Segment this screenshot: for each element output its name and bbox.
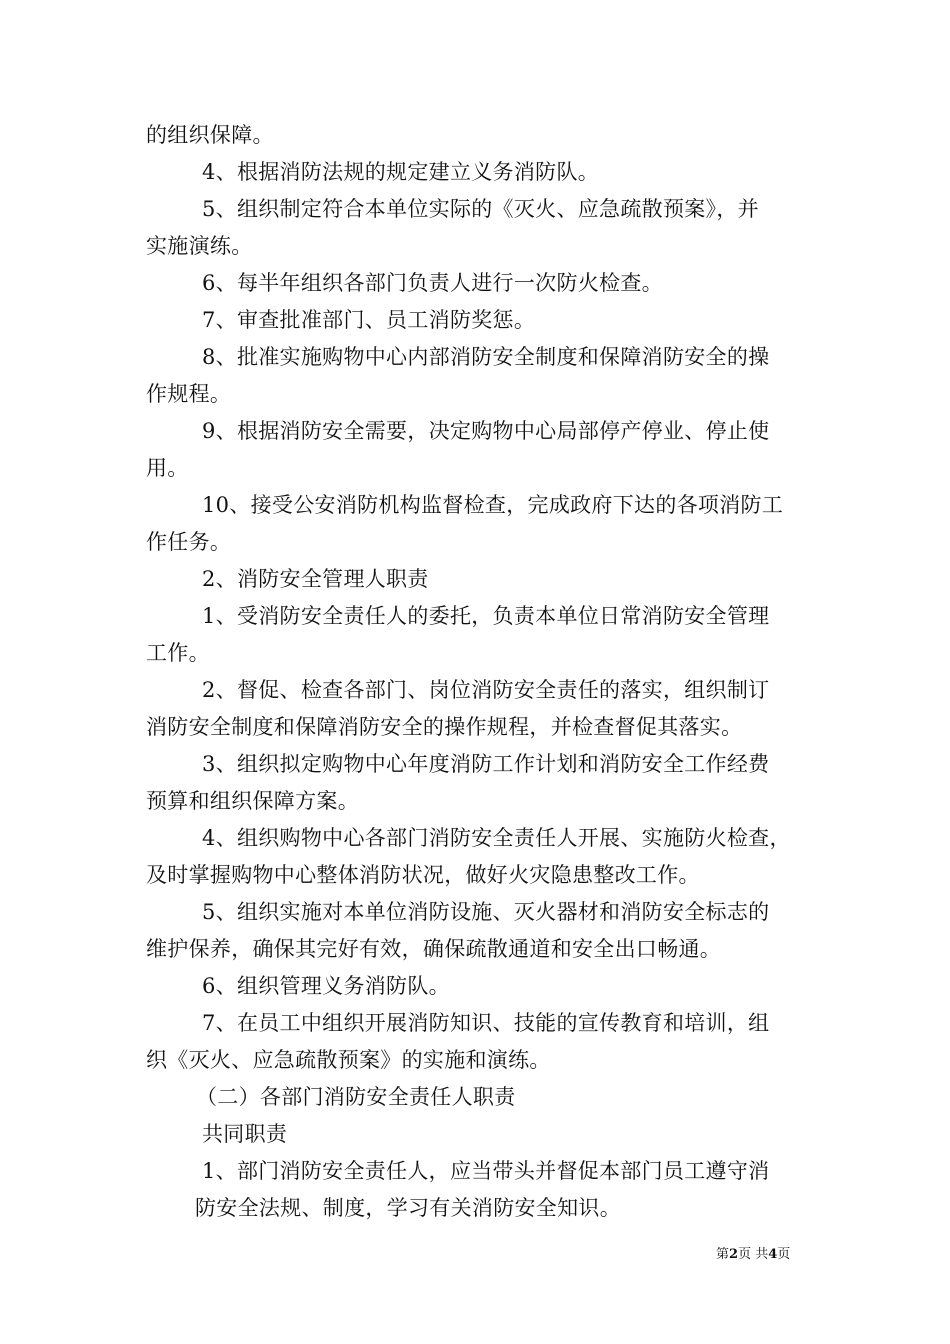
text-line: 作任务。 bbox=[146, 530, 232, 554]
text-line: 用。 bbox=[146, 456, 189, 480]
footer-suffix: 页 bbox=[777, 1247, 791, 1262]
text-line: 预算和组织保障方案。 bbox=[146, 789, 359, 813]
footer-prefix: 第 bbox=[716, 1247, 730, 1262]
text-line: 5、组织制定符合本单位实际的《灭火、应急疏散预案》，并 bbox=[202, 197, 759, 221]
text-line: 2、督促、检查各部门、岗位消防安全责任的落实，组织制订 bbox=[202, 678, 770, 702]
text-line: 7、在员工中组织开展消防知识、技能的宣传教育和培训，组 bbox=[202, 1011, 770, 1035]
text-line: 8、批准实施购物中心内部消防安全制度和保障消防安全的操 bbox=[202, 345, 770, 369]
section-heading: 2、消防安全管理人职责 bbox=[202, 567, 429, 591]
text-line: 织《灭火、应急疏散预案》的实施和演练。 bbox=[146, 1048, 551, 1072]
text-line: 10、接受公安消防机构监督检查，完成政府下达的各项消防工 bbox=[202, 493, 784, 517]
current-page-number: 2 bbox=[729, 1247, 739, 1262]
footer-middle: 页 共 bbox=[738, 1247, 769, 1262]
total-page-count: 4 bbox=[768, 1247, 778, 1262]
section-heading: （二）各部门消防安全责任人职责 bbox=[196, 1085, 516, 1109]
text-line: 7、审查批准部门、员工消防奖惩。 bbox=[202, 308, 536, 332]
text-line: 3、组织拟定购物中心年度消防工作计划和消防安全工作经费 bbox=[202, 752, 770, 776]
text-line: 工作。 bbox=[146, 641, 210, 665]
document-body bbox=[146, 117, 826, 1227]
text-line: 实施演练。 bbox=[146, 234, 253, 258]
text-line: 4、根据消防法规的规定建立义务消防队。 bbox=[202, 160, 600, 184]
page-footer bbox=[716, 1247, 790, 1263]
text-line: 作规程。 bbox=[146, 382, 232, 406]
text-line: 维护保养，确保其完好有效，确保疏散通道和安全出口畅通。 bbox=[146, 937, 722, 961]
text-line: 及时掌握购物中心整体消防状况，做好火灾隐患整改工作。 bbox=[146, 863, 700, 887]
text-line: 9、根据消防安全需要，决定购物中心局部停产停业、停止使 bbox=[202, 419, 770, 443]
text-line: 防安全法规、制度，学习有关消防安全知识。 bbox=[195, 1196, 621, 1220]
text-line: 5、组织实施对本单位消防设施、灭火器材和消防安全标志的 bbox=[202, 900, 770, 924]
section-heading: 共同职责 bbox=[202, 1122, 288, 1146]
text-line: 4、组织购物中心各部门消防安全责任人开展、实施防火检查， bbox=[202, 826, 791, 850]
text-line: 1、受消防安全责任人的委托，负责本单位日常消防安全管理 bbox=[202, 604, 770, 628]
text-line: 1、部门消防安全责任人，应当带头并督促本部门员工遵守消 bbox=[202, 1159, 770, 1183]
text-line: 6、组织管理义务消防队。 bbox=[202, 974, 450, 998]
text-line: 6、每半年组织各部门负责人进行一次防火检查。 bbox=[202, 271, 663, 295]
text-line: 的组织保障。 bbox=[146, 123, 274, 147]
text-line: 消防安全制度和保障消防安全的操作规程，并检查督促其落实。 bbox=[146, 715, 743, 739]
